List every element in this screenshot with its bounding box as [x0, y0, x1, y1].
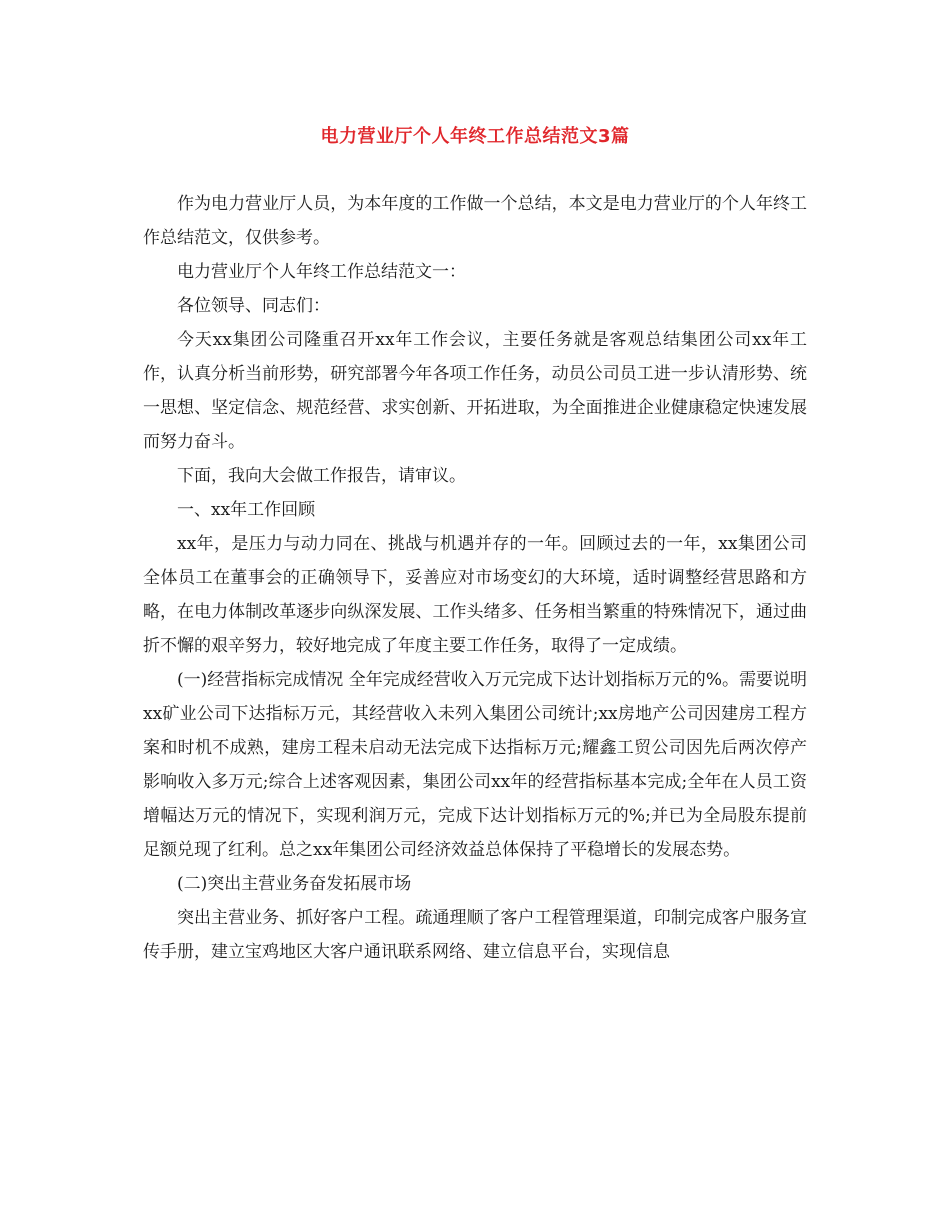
- paragraph-salutation: 各位领导、同志们：: [177, 296, 330, 316]
- paragraph-review: xx年，是压力与动力同在、挑战与机遇并存的一年。回顾过去的一年，xx集团公司全体员工在董事会的正确领导下，妥善应对市场变幻的大环境，适时调整经营思路和方略，在电力体制改革逐步向纵深发展、工作头绪多、任务相当繁重的特殊情况下，通过曲折不懈的艰辛努力，较好地完成了年度主要工作任务，取得了一定成绩。: [143, 534, 807, 656]
- document-title: 电力营业厅个人年终工作总结范文3篇: [320, 126, 630, 147]
- paragraph-section-heading: 电力营业厅个人年终工作总结范文一：: [177, 262, 466, 282]
- document-body: [143, 187, 807, 969]
- paragraph-main-business: 突出主营业务、抓好客户工程。疏通理顺了客户工程管理渠道，印制完成客户服务宣传手册，建立宝鸡地区大客户通讯联系网络、建立信息平台，实现信息: [143, 908, 807, 962]
- paragraph-main-business-heading: (二)突出主营业务奋发拓展市场: [177, 874, 412, 894]
- paragraph-intro: 作为电力营业厅人员，为本年度的工作做一个总结，本文是电力营业厅的个人年终工作总结范文，仅供参考。: [143, 194, 807, 248]
- paragraph-report: 下面，我向大会做工作报告，请审议。: [177, 466, 466, 486]
- paragraph-meeting: 今天xx集团公司隆重召开xx年工作会议，主要任务就是客观总结集团公司xx年工作，认真分析当前形势，研究部署今年各项工作任务，动员公司员工进一步认清形势、统一思想、坚定信念、规范经营、求实创新、开拓进取，为全面推进企业健康稳定快速发展而努力奋斗。: [143, 330, 807, 452]
- paragraph-indicators: (一)经营指标完成情况 全年完成经营收入万元完成下达计划指标万元的%。需要说明xx矿业公司下达指标万元，其经营收入未列入集团公司统计;xx房地产公司因建房工程方案和时机不成熟，建房工程未启动无法完成下达指标万元;耀鑫工贸公司因先后两次停产影响收入多万元;综合上述客观因素，集团公司xx年的经营指标基本完成;全年在人员工资增幅达万元的情况下，实现利润万元，完成下达计划指标万元的%;并已为全局股东提前足额兑现了红利。总之xx年集团公司经济效益总体保持了平稳增长的发展态势。: [143, 670, 807, 860]
- paragraph-review-heading: 一、xx年工作回顾: [177, 500, 316, 520]
